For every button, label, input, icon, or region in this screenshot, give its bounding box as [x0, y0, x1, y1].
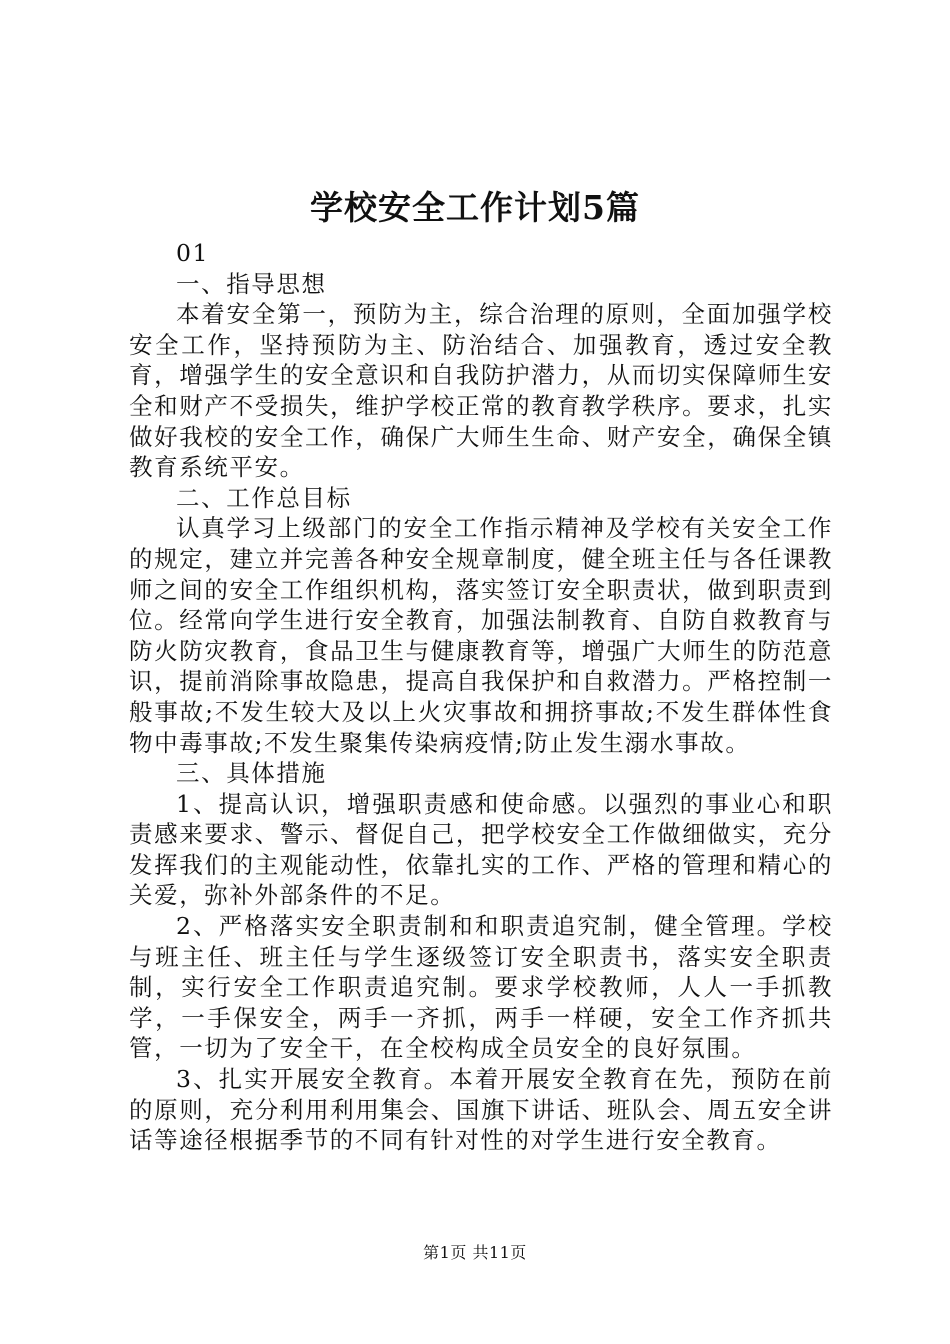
paragraph-measure-3: 3、扎实开展安全教育。本着开展安全教育在先，预防在前的原则，充分利用利用集会、国旗下讲话、班队会、周五安全讲话等途径根据季节的不同有针对性的对学生进行安全教育。	[129, 1065, 833, 1155]
document-body	[129, 238, 833, 1156]
paragraph-overall-goal: 认真学习上级部门的安全工作指示精神及学校有关安全工作的规定，建立并完善各种安全规章制度，健全班主任与各任课教师之间的安全工作组织机构，落实签订安全职责状，做到职责到位。经常向学生进行安全教育，加强法制教育、自防自救教育与防火防灾教育，食品卫生与健康教育等，增强广大师生的防范意识，提前消除事故隐患，提高自我保护和自救潜力。严格控制一般事故;不发生较大及以上火灾事故和拥挤事故;不发生群体性食物中毒事故;不发生聚集传染病疫情;防止发生溺水事故。	[129, 514, 833, 757]
paragraph-measure-2: 2、严格落实安全职责制和和职责追究制，健全管理。学校与班主任、班主任与学生逐级签订安全职责书，落实安全职责制，实行安全工作职责追究制。要求学校教师，人人一手抓教学，一手保安全，两手一齐抓，两手一样硬，安全工作齐抓共管，一切为了安全干，在全校构成全员安全的良好氛围。	[129, 912, 833, 1063]
section-heading-guiding-ideology: 一、指导思想	[176, 269, 327, 298]
document-title: 学校安全工作计划5篇	[310, 188, 640, 227]
section-heading-specific-measures: 三、具体措施	[176, 759, 327, 788]
paragraph-guiding-ideology: 本着安全第一，预防为主，综合治理的原则，全面加强学校安全工作，坚持预防为主、防治结合、加强教育，透过安全教育，增强学生的安全意识和自我防护潜力，从而切实保障师生安全和财产不受损失，维护学校正常的教育教学秩序。要求，扎实做好我校的安全工作，确保广大师生生命、财产安全，确保全镇教育系统平安。	[129, 300, 833, 482]
paragraph-measure-1: 1、提高认识，增强职责感和使命感。以强烈的事业心和职责感来要求、警示、督促自己，把学校安全工作做细做实，充分发挥我们的主观能动性，依靠扎实的工作、严格的管理和精心的关爱，弥补外部条件的不足。	[129, 789, 833, 910]
section-number: 01	[176, 239, 210, 267]
page-footer: 第1页 共11页	[423, 1243, 527, 1262]
section-heading-overall-goal: 二、工作总目标	[176, 483, 352, 512]
